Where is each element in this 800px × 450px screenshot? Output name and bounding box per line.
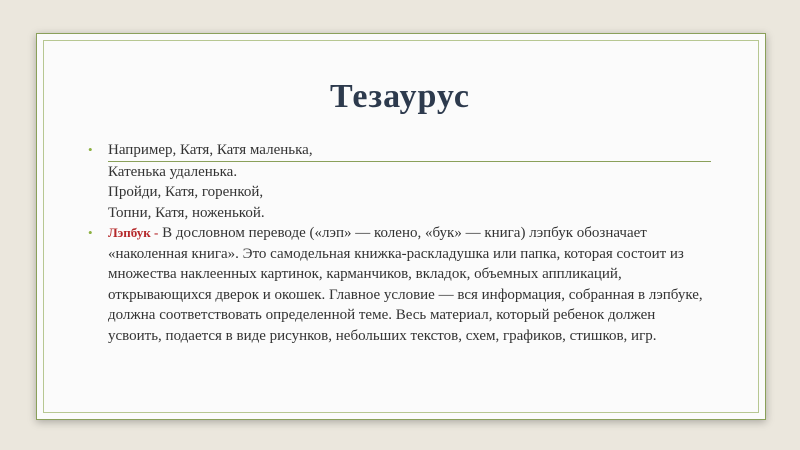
- poem-bullet: [86, 140, 711, 223]
- definition-text: В дословном переводе («лэп» — колено, «бук» — книга) лэпбук обозначает «наколенная книга». Это самодельная книжка-раскладушка или папка, которая состоит из множества наклеенных картинок, карманчиков, вкладок, объемных аппликаций, открывающихся дверок и окошек. Главное условие — вся информация, собранная в лэпбуке, должна соответствовать определенной теме. Весь материал, который ребенок должен усвоить, подается в виде рисунков, небольших текстов, схем, графиков, стишков, игр.: [108, 225, 703, 344]
- slide-title: Тезаурус: [330, 78, 470, 115]
- poem-line-4: Топни, Катя, ноженькой.: [108, 204, 265, 221]
- bullet-dot-icon: •: [88, 142, 93, 157]
- slide-content: [86, 140, 711, 346]
- poem-line-3: Пройди, Катя, горенкой,: [108, 184, 264, 200]
- poem-line-1: Например, Катя, Катя маленька,: [108, 140, 711, 162]
- definition-bullet: [86, 223, 711, 346]
- poem-line-2: Катенька удаленька.: [108, 163, 238, 180]
- bullet-dot-icon: •: [88, 225, 93, 240]
- definition-term: Лэпбук -: [108, 225, 159, 240]
